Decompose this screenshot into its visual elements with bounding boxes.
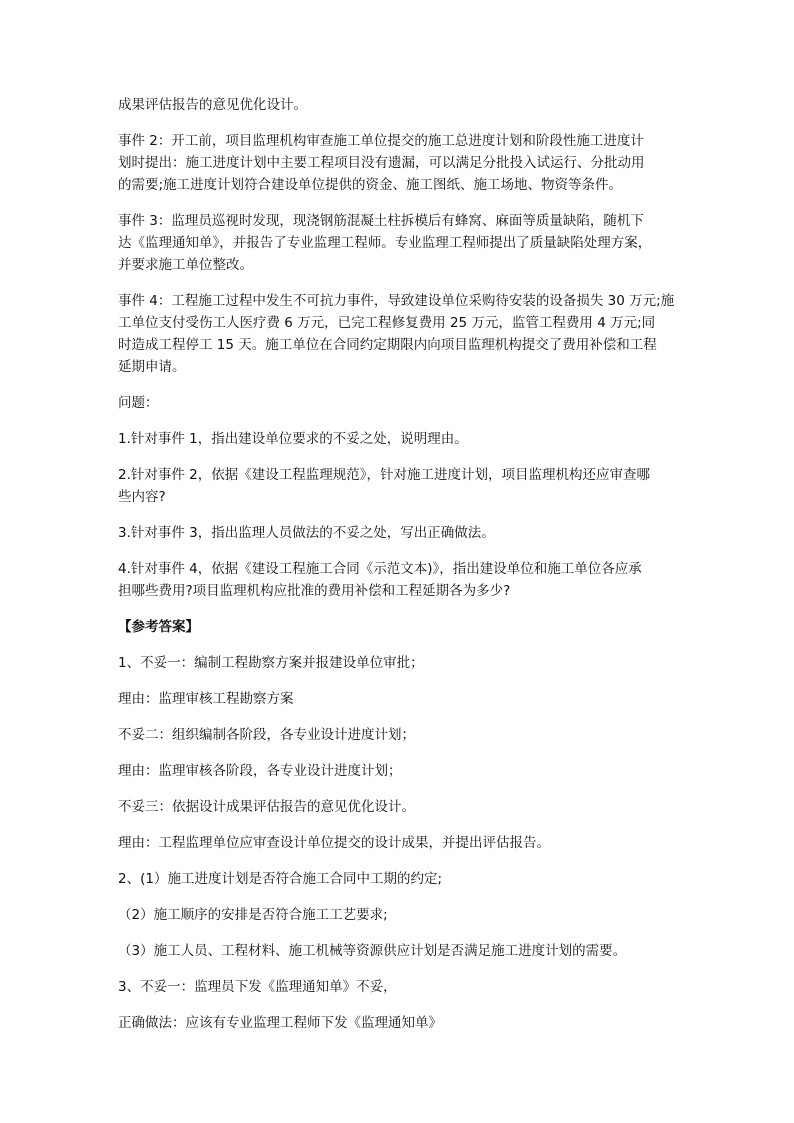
answer-1-reason-1 bbox=[118, 688, 688, 710]
text-line: 些内容? bbox=[118, 489, 166, 505]
text-line: 事件 3：监理员巡视时发现，现浇钢筋混凝土柱拆模后有蜂窝、麻面等质量缺陷，随机下 bbox=[118, 213, 644, 229]
paragraph-continuation bbox=[118, 94, 688, 116]
paragraph-event-3 bbox=[118, 210, 688, 276]
answer-2-item-1 bbox=[118, 868, 688, 890]
answer-2-item-2 bbox=[118, 904, 688, 926]
answer-1-reason-3 bbox=[118, 832, 688, 854]
text-line: 事件 2：开工前，项目监理机构审查施工单位提交的施工总进度计划和阶段性施工进度计 bbox=[118, 133, 644, 149]
document-page bbox=[118, 94, 688, 1048]
text-line: 理由：监理审核工程勘察方案 bbox=[118, 691, 294, 707]
answer-3-correct-practice bbox=[118, 1012, 688, 1034]
text-line: 理由：工程监理单位应审查设计单位提交的设计成果，并提出评估报告。 bbox=[118, 835, 550, 851]
text-line: 4.针对事件 4，依据《建设工程施工合同《示范文本)》，指出建设单位和施工单位各应承 bbox=[118, 561, 642, 577]
text-line: 理由：监理审核各阶段，各专业设计进度计划； bbox=[118, 763, 402, 779]
text-line: 时造成工程停工 15 天。施工单位在合同约定期限内向项目监理机构提交了费用补偿和工程 bbox=[118, 337, 657, 353]
text-line: 不妥三：依据设计成果评估报告的意见优化设计。 bbox=[118, 799, 415, 815]
text-line: 达《监理通知单》，并报告了专业监理工程师。专业监理工程师提出了质量缺陷处理方案， bbox=[118, 235, 652, 251]
text-line: 问题： bbox=[118, 395, 159, 411]
text-line: 1、不妥一：编制工程勘察方案并报建设单位审批； bbox=[118, 655, 424, 671]
text-line: 划时提出：施工进度计划中主要工程项目没有遗漏，可以满足分批投入试运行、分批动用 bbox=[118, 155, 645, 171]
paragraph-event-4 bbox=[118, 290, 688, 378]
question-1 bbox=[118, 428, 688, 450]
answer-1-improper-3 bbox=[118, 796, 688, 818]
text-line: 延期申请。 bbox=[118, 359, 186, 375]
answer-2-item-3 bbox=[118, 940, 688, 962]
text-line: 不妥二：组织编制各阶段，各专业设计进度计划； bbox=[118, 727, 415, 743]
reference-answer-heading bbox=[118, 616, 688, 638]
answer-1-improper-2 bbox=[118, 724, 688, 746]
answer-1-improper-1 bbox=[118, 652, 688, 674]
question-3 bbox=[118, 522, 688, 544]
paragraph-event-2 bbox=[118, 130, 688, 196]
text-line: 3.针对事件 3，指出监理人员做法的不妥之处，写出正确做法。 bbox=[118, 525, 495, 541]
text-line: 事件 4：工程施工过程中发生不可抗力事件，导致建设单位采购待安装的设备损失 30 万元;施 bbox=[118, 293, 675, 309]
text-line: 的需要;施工进度计划符合建设单位提供的资金、施工图纸、施工场地、物资等条件。 bbox=[118, 177, 623, 193]
question-2 bbox=[118, 464, 688, 508]
text-line: 工单位支付受伤工人医疗费 6 万元，已完工程修复费用 25 万元，监管工程费用 4 万元;同 bbox=[118, 315, 656, 331]
text-line: （3）施工人员、工程材料、施工机械等资源供应计划是否满足施工进度计划的需要。 bbox=[118, 943, 627, 959]
heading-text: 【参考答案】 bbox=[118, 619, 199, 635]
text-line: 并要求施工单位整改。 bbox=[118, 257, 253, 273]
text-line: 成果评估报告的意见优化设计。 bbox=[118, 97, 307, 113]
text-line: （2）施工顺序的安排是否符合施工工艺要求; bbox=[118, 907, 388, 923]
text-line: 2.针对事件 2，依据《建设工程监理规范》，针对施工进度计划，项目监理机构还应审查哪 bbox=[118, 467, 651, 483]
answer-3-improper-1 bbox=[118, 976, 688, 998]
text-line: 1.针对事件 1，指出建设单位要求的不妥之处，说明理由。 bbox=[118, 431, 468, 447]
text-line: 3、不妥一：监理员下发《监理通知单》不妥， bbox=[118, 979, 397, 995]
answer-1-reason-2 bbox=[118, 760, 688, 782]
text-line: 2、(1）施工进度计划是否符合施工合同中工期的约定; bbox=[118, 871, 442, 887]
text-line: 担哪些费用?项目监理机构应批准的费用补偿和工程延期各为多少? bbox=[118, 583, 511, 599]
text-line: 正确做法：应该有专业监理工程师下发《监理通知单》 bbox=[118, 1015, 442, 1031]
questions-label bbox=[118, 392, 688, 414]
question-4 bbox=[118, 558, 688, 602]
